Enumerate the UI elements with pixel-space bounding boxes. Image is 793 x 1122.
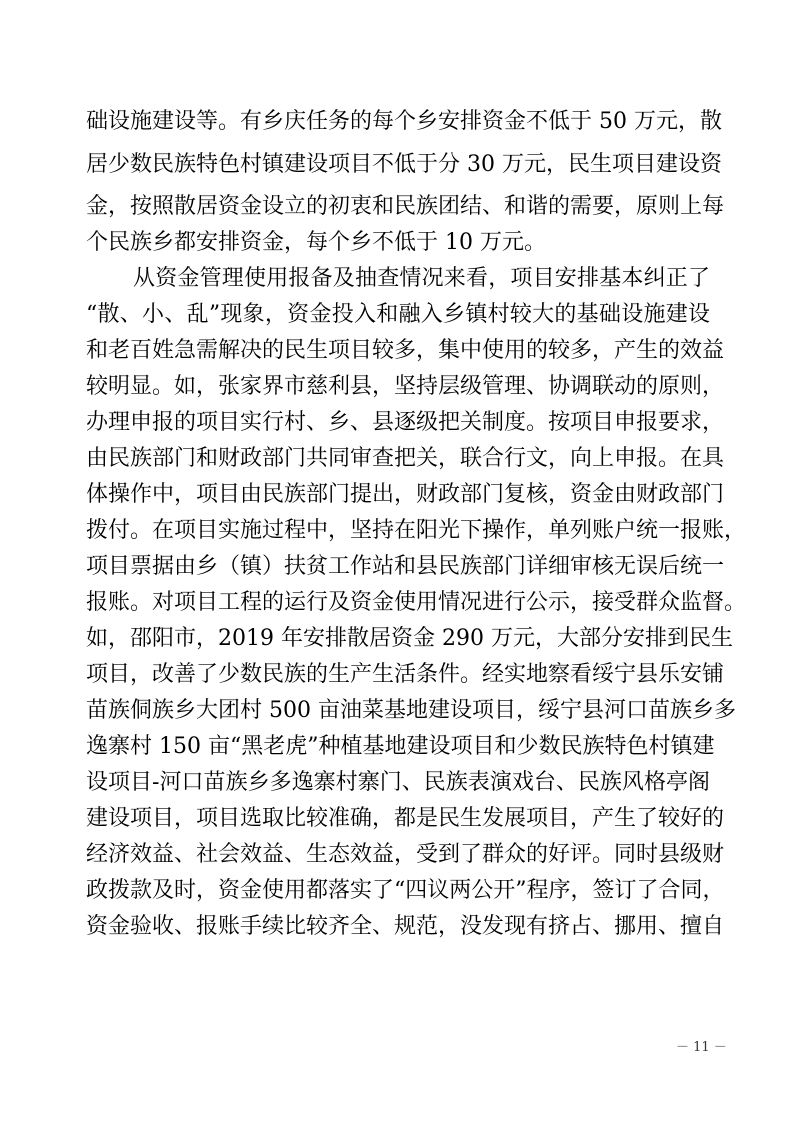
- paragraph-line: 资金验收、报账手续比较齐全、规范，没发现有挤占、挪用、擅自: [86, 914, 725, 939]
- paragraph-line: 由民族部门和财政部门共同审查把关，联合行文，向上申报。在具: [86, 446, 725, 471]
- paragraph-line: 从资金管理使用报备及抽查情况来看，项目安排基本纠正了: [133, 266, 710, 291]
- paragraph-line: 和老百姓急需解决的民生项目较多，集中使用的较多，产生的效益: [86, 338, 725, 363]
- page-number: － 11 －: [676, 1040, 727, 1055]
- paragraph-line: 办理申报的项目实行村、乡、县逐级把关制度。按项目申报要求，: [86, 410, 725, 435]
- paragraph-line: 项目，改善了少数民族的生产生活条件。经实地察看绥宁县乐安铺: [86, 662, 725, 687]
- paragraph-line: 较明显。如，张家界市慈利县，坚持层级管理、协调联动的原则，: [86, 374, 725, 399]
- paragraph-line: 建设项目，项目选取比较准确，都是民生发展项目，产生了较好的: [86, 806, 725, 831]
- paragraph-line: 报账。对项目工程的运行及资金使用情况进行公示，接受群众监督。: [86, 590, 747, 615]
- paragraph-line: 政拨款及时，资金使用都落实了“四议两公开”程序，签订了合同，: [86, 878, 725, 903]
- paragraph-line: 苗族侗族乡大团村 500 亩油菜基地建设项目，绥宁县河口苗族乡多: [86, 698, 736, 723]
- paragraph-line: 设项目-河口苗族乡多逸寨村寨门、民族表演戏台、民族风格亭阁: [86, 770, 710, 795]
- paragraph-line: 如，邵阳市，2019 年安排散居资金 290 万元，大部分安排到民生: [86, 626, 733, 651]
- paragraph-line: 础设施建设等。有乡庆任务的每个乡安排资金不低于 50 万元，散: [86, 109, 722, 134]
- paragraph-line: 经济效益、社会效益、生态效益，受到了群众的好评。同时县级财: [86, 842, 725, 867]
- paragraph-line: “散、小、乱”现象，资金投入和融入乡镇村较大的基础设施建设: [86, 302, 710, 327]
- paragraph-line: 金，按照散居资金设立的初衷和民族团结、和谐的需要，原则上每: [86, 194, 725, 219]
- paragraph-line: 体操作中，项目由民族部门提出，财政部门复核，资金由财政部门: [86, 482, 725, 507]
- paragraph-line: 居少数民族特色村镇建设项目不低于分 30 万元，民生项目建设资: [86, 152, 722, 177]
- paragraph-line: 个民族乡都安排资金，每个乡不低于 10 万元。: [86, 230, 546, 255]
- paragraph-line: 拨付。在项目实施过程中，坚持在阳光下操作，单列账户统一报账，: [86, 518, 747, 543]
- paragraph-line: 项目票据由乡（镇）扶贫工作站和县民族部门详细审核无误后统一: [86, 554, 725, 579]
- paragraph-line: 逸寨村 150 亩“黑老虎”种植基地建设项目和少数民族特色村镇建: [86, 734, 715, 759]
